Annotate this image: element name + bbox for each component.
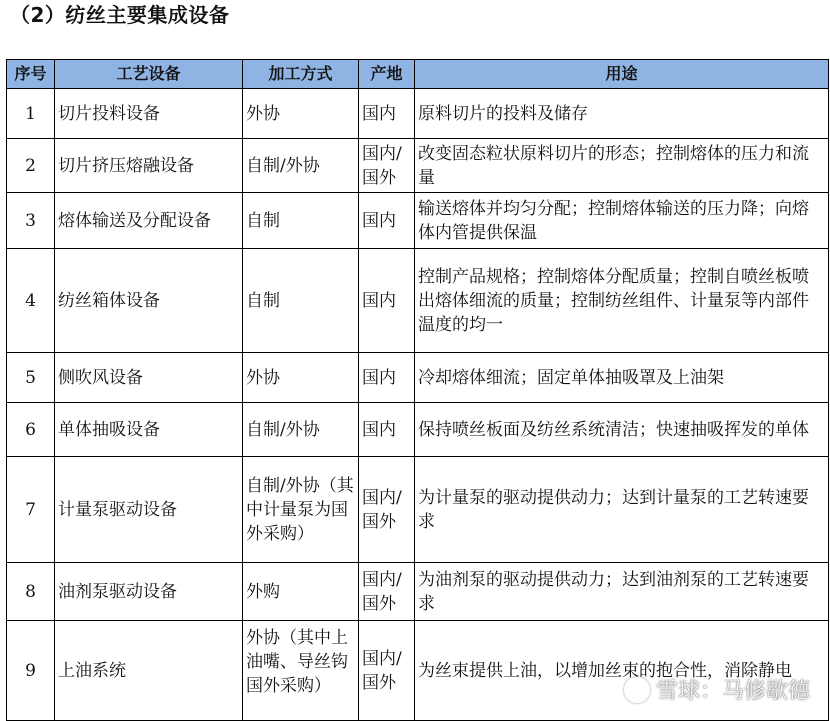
cell-origin: 国内 xyxy=(359,353,415,403)
cell-method: 外协 xyxy=(243,89,359,139)
cell-no: 6 xyxy=(7,403,55,457)
cell-equipment: 单体抽吸设备 xyxy=(55,403,243,457)
cell-method: 自制 xyxy=(243,249,359,353)
cell-use: 为计量泵的驱动提供动力；达到计量泵的工艺转速要求 xyxy=(415,457,829,563)
table-row xyxy=(7,353,829,403)
cell-equipment: 切片投料设备 xyxy=(55,89,243,139)
cell-no: 1 xyxy=(7,89,55,139)
cell-no: 9 xyxy=(7,621,55,721)
cell-no: 8 xyxy=(7,563,55,621)
cell-equipment: 侧吹风设备 xyxy=(55,353,243,403)
cell-use: 改变固态粒状原料切片的形态；控制熔体的压力和流量 xyxy=(415,139,829,193)
table-row xyxy=(7,193,829,249)
table-row xyxy=(7,89,829,139)
cell-method: 外协 xyxy=(243,353,359,403)
watermark-text: 雪球：马修歇德 xyxy=(655,679,810,704)
header-origin: 产地 xyxy=(359,60,415,89)
cell-method: 自制/外协 xyxy=(243,139,359,193)
cell-no: 2 xyxy=(7,139,55,193)
cell-origin: 国内 xyxy=(359,89,415,139)
header-use: 用途 xyxy=(415,60,829,89)
table-row xyxy=(7,249,829,353)
cell-origin: 国内 xyxy=(359,249,415,353)
snowball-logo-icon xyxy=(624,677,650,703)
cell-use: 输送熔体并均匀分配；控制熔体输送的压力降；向熔体内管提供保温 xyxy=(415,193,829,249)
cell-equipment: 油剂泵驱动设备 xyxy=(55,563,243,621)
watermark xyxy=(624,674,810,705)
cell-use: 控制产品规格；控制熔体分配质量；控制自喷丝板喷出熔体细流的质量；控制纺丝组件、计量泵等内部件温度的均一 xyxy=(415,249,829,353)
cell-equipment: 上油系统 xyxy=(55,621,243,721)
header-equipment: 工艺设备 xyxy=(55,60,243,89)
cell-use: 保持喷丝板面及纺丝系统清洁；快速抽吸挥发的单体 xyxy=(415,403,829,457)
table-row xyxy=(7,563,829,621)
cell-origin: 国内/国外 xyxy=(359,139,415,193)
cell-origin: 国内/国外 xyxy=(359,621,415,721)
cell-use: 冷却熔体细流；固定单体抽吸罩及上油架 xyxy=(415,353,829,403)
cell-no: 5 xyxy=(7,353,55,403)
cell-no: 7 xyxy=(7,457,55,563)
cell-equipment: 纺丝箱体设备 xyxy=(55,249,243,353)
cell-origin: 国内/国外 xyxy=(359,457,415,563)
cell-origin: 国内 xyxy=(359,403,415,457)
cell-origin: 国内 xyxy=(359,193,415,249)
section-heading: （2）纺丝主要集成设备 xyxy=(10,3,230,27)
cell-use: 为丝束提供上油，以增加丝束的抱合性，消除静电 xyxy=(415,621,829,721)
cell-method: 外购 xyxy=(243,563,359,621)
header-method: 加工方式 xyxy=(243,60,359,89)
cell-equipment: 切片挤压熔融设备 xyxy=(55,139,243,193)
cell-use: 原料切片的投料及储存 xyxy=(415,89,829,139)
table-header-row xyxy=(7,60,829,89)
cell-no: 3 xyxy=(7,193,55,249)
equipment-table xyxy=(6,59,829,721)
cell-method: 自制/外协（其中计量泵为国外采购） xyxy=(243,457,359,563)
header-no: 序号 xyxy=(7,60,55,89)
table-row xyxy=(7,139,829,193)
cell-method: 外协（其中上油嘴、导丝钩国外采购） xyxy=(246,627,348,696)
cell-equipment: 计量泵驱动设备 xyxy=(55,457,243,563)
cell-use: 为油剂泵的驱动提供动力；达到油剂泵的工艺转速要求 xyxy=(415,563,829,621)
cell-equipment: 熔体输送及分配设备 xyxy=(55,193,243,249)
cell-no: 4 xyxy=(7,249,55,353)
cell-origin: 国内/国外 xyxy=(359,563,415,621)
cell-method: 自制/外协 xyxy=(243,403,359,457)
table-row xyxy=(7,621,829,721)
table-row xyxy=(7,403,829,457)
table-row xyxy=(7,457,829,563)
cell-method: 自制 xyxy=(243,193,359,249)
